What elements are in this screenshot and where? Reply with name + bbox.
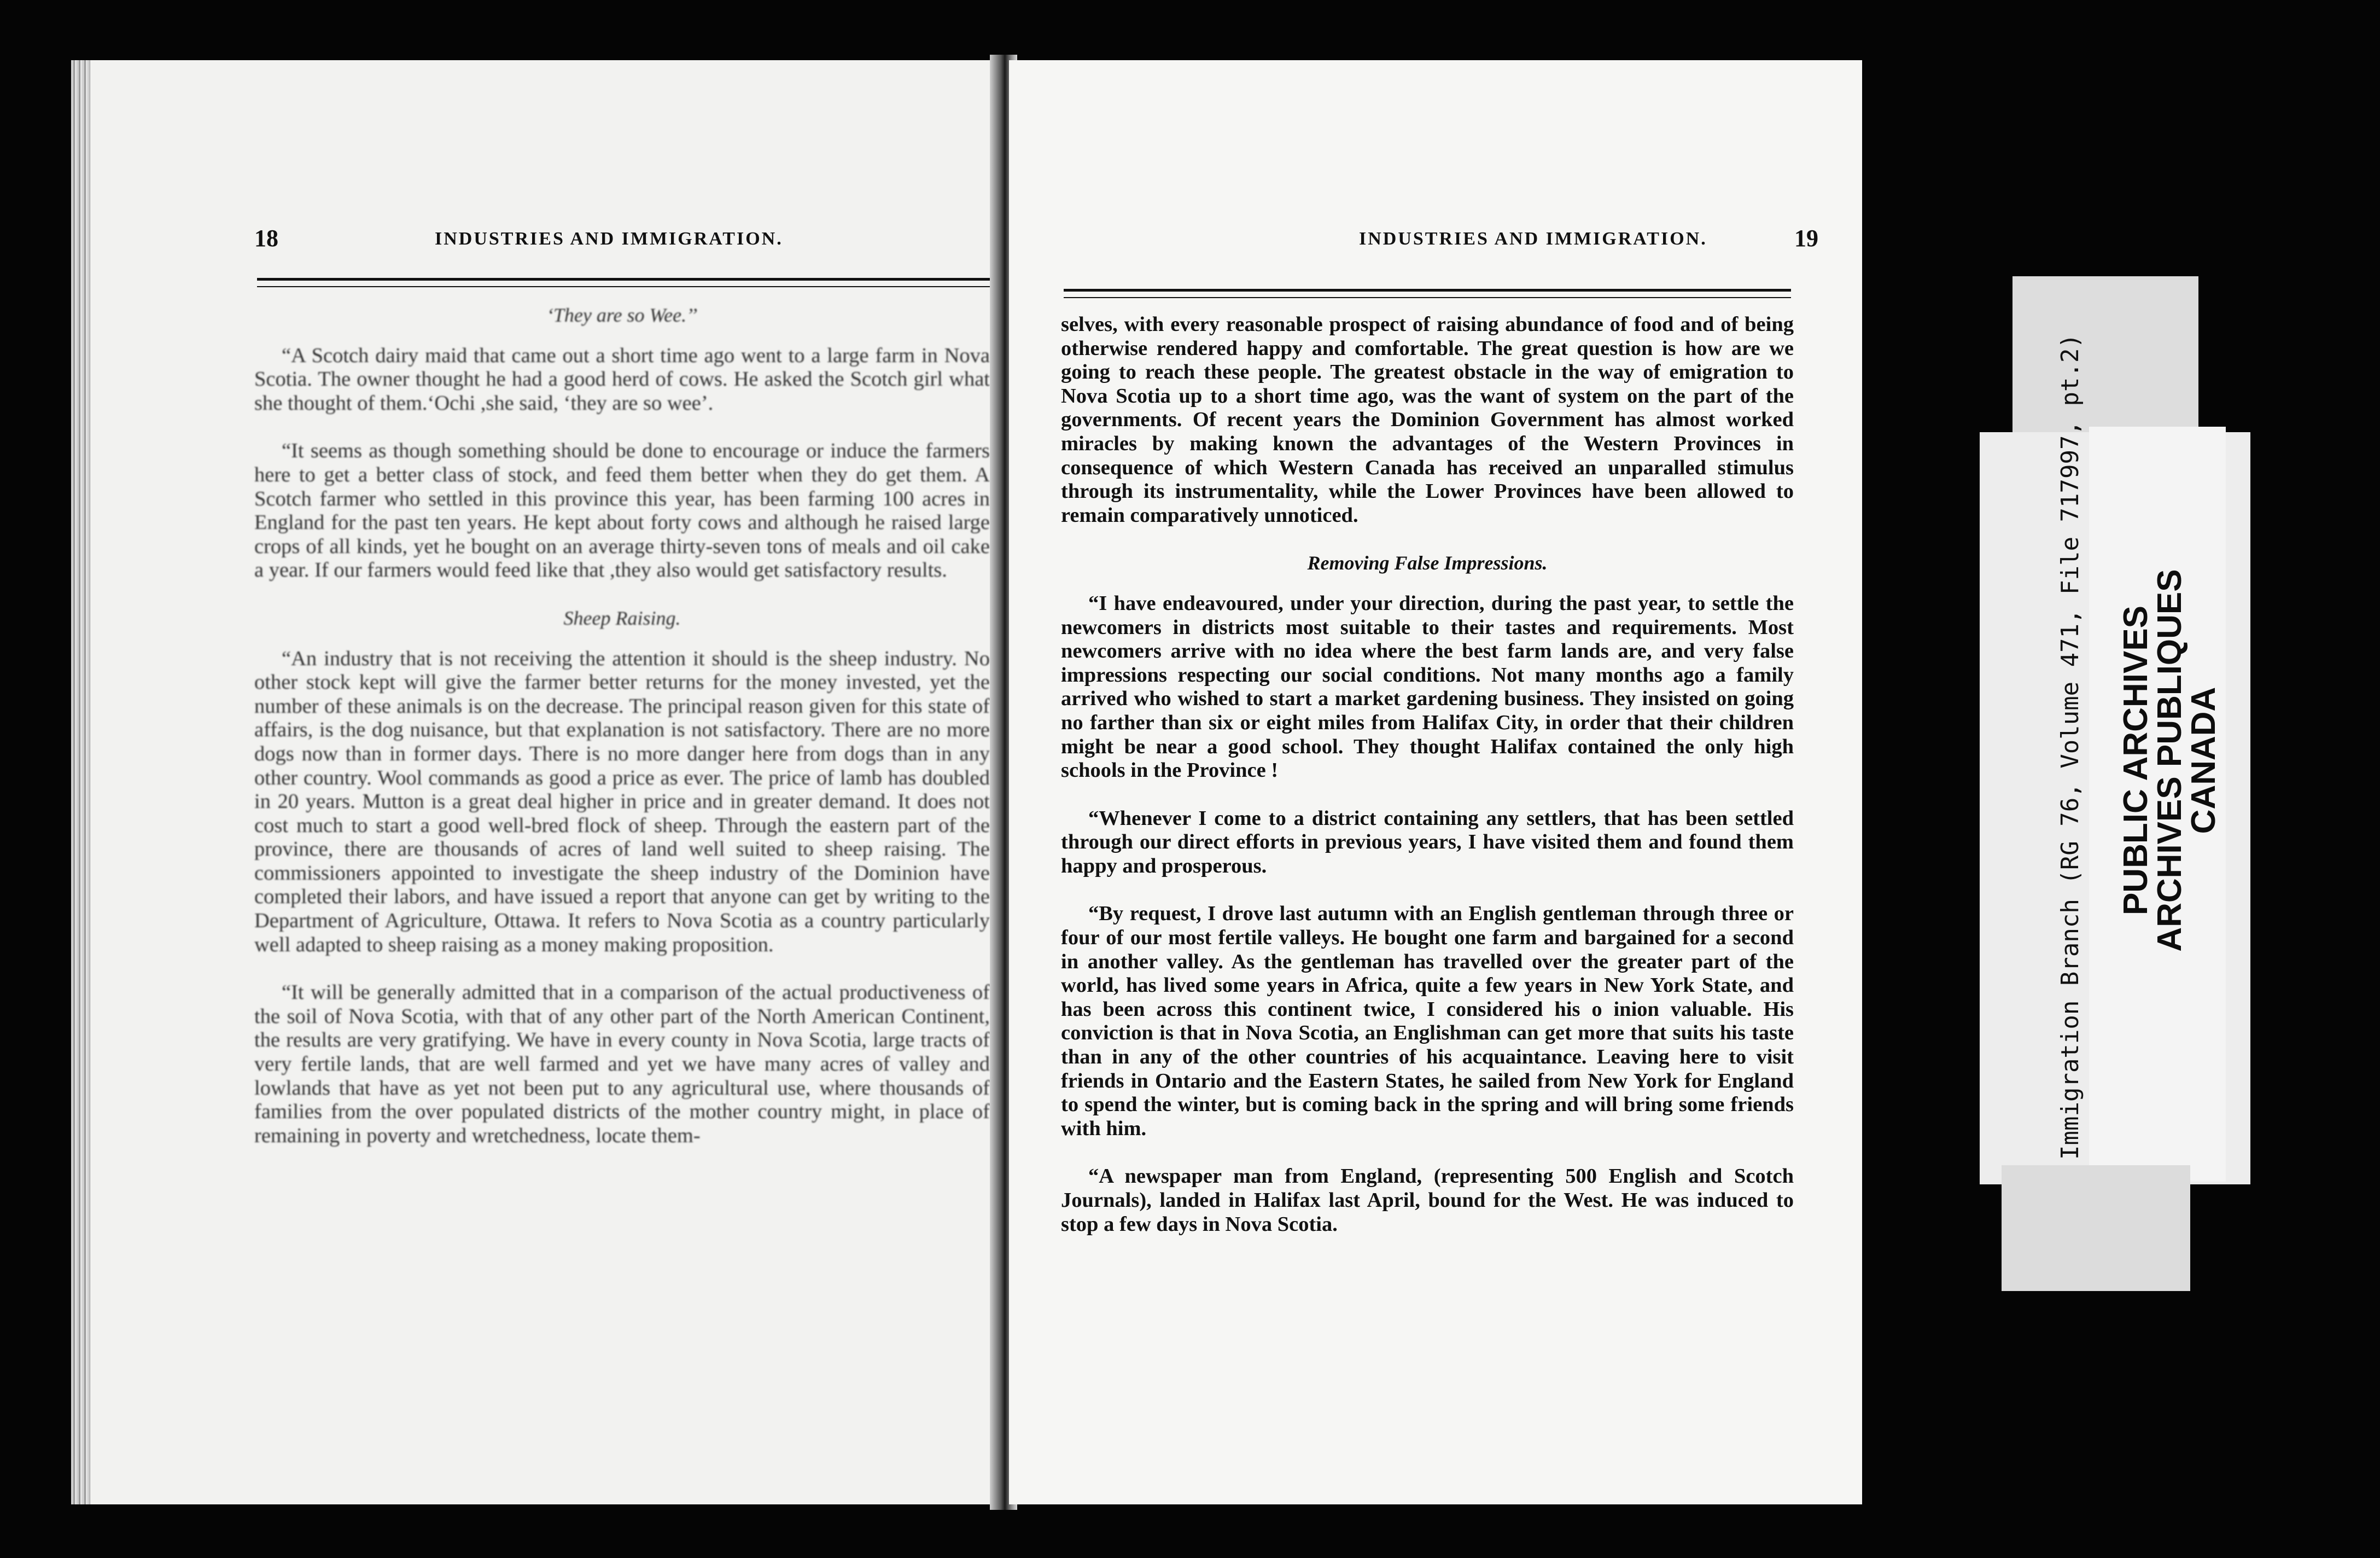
right-page-text	[1061, 313, 1794, 1260]
paragraph: “It seems as though something should be done to encourage or induce the farmers here to get a better class of stock, and feed them better when they do get them. A Scotch farmer who settled in this province this year, has been farming 100 acres in England for the past ten years. He kept about forty cows and although he raised large crops of all kinds, yet he bought on an average thirty-seven tons of meals and oil cake a year. If our farmers would feed like that ,they also would get satisfactory results.	[254, 439, 990, 582]
section-heading: Removing False Impressions.	[1307, 552, 1548, 574]
paragraph: “A newspaper man from England, (representing 500 English and Scotch Journals), landed in Halifax last April, bound for the West. He was induced to stop a few days in Nova Scotia.	[1061, 1165, 1794, 1236]
paragraph: “A Scotch dairy maid that came out a short time ago went to a large farm in Nova Scotia. The owner thought he had a good herd of cows. He asked the Scotch girl what she thought of them.‘Ochi ,she said, ‘they are so wee’.	[254, 344, 990, 415]
right-page	[1009, 60, 1862, 1504]
left-running-head	[254, 224, 982, 257]
paragraph: “I have endeavoured, under your direction, during the past year, to settle the newcomers in districts most suitable to their tastes and requirements. Most newcomers arrive with no idea where the best farm lands are, and very false impressions respecting our social conditions. Not many months ago a family arrived who wished to start a market gardening business. They insisted on going no farther than six or eight miles from Halifax City, in order that their children might be near a good school. They thought Halifax contained the only high schools in the Province !	[1061, 591, 1794, 782]
header-rule	[1064, 289, 1791, 298]
left-page-text	[254, 304, 990, 1172]
page-number: 19	[1794, 225, 1818, 252]
continued-paragraph: selves, with every reasonable prospect of raising abundance of food and of being otherwise rendered happy and comfortable. The great question is how are we going to reach these people. The greatest obstacle in the way of emigration to Nova Scotia up to a short time ago, was the want of system on the part of the governments. Of recent years the Dominion Government has almost worked miracles by making known the advantages of the Western Provinces in consequence of which Western Canada has received an unparalled stimulus through its instrumentality, while the Lower Provinces have been allowed to remain comparatively unnoticed.	[1061, 313, 1794, 527]
paragraph: “An industry that is not receiving the attention it should is the sheep industry. No other stock kept will give the farmer better returns for the money invested, yet the number of these animals is on the decrease. The principal reason given for this state of affairs, is the dog nuisance, but that explanation is not satisfactory. There are no more dogs now than in former days. There is no more danger here from dogs than in any other country. Wool commands as good a price as ever. The price of lamb has doubled in 20 years. Mutton is a great deal higher in price and in greater demand. It does not cost much to start a good well-bred flock of sheep. Through the eastern part of the province, there are thousands of acres of land well suited to sheep raising. The commissioners appointed to investigate the sheep industry of the Dominion have completed their labors, and have issued a report that anyone can get by writing to the Department of Agriculture, Ottawa. It refers to Nova Scotia as a country particularly well adapted to sheep raising as a money making proposition.	[254, 647, 990, 956]
archive-stamp	[2119, 553, 2221, 968]
stamp-line: PUBLIC ARCHIVES	[2117, 605, 2155, 916]
paragraph: “It will be generally admitted that in a comparison of the actual productiveness of the soil of Nova Scotia, with that of any other part of the North American Continent, the results are very gratifying. We have in every county in Nova Scotia, large tracts of very fertile lands, that are well farmed and yet we have many acres of valley and lowlands that have as yet not been put to any agricultural use, where thousands of families from the over populated districts of the mother country might, in place of remaining in poverty and wretchedness, locate them-	[254, 981, 990, 1147]
stamp-line: CANADA	[2185, 687, 2222, 834]
section-heading: ‘They are so Wee.’’	[546, 304, 698, 326]
page-number: 18	[254, 225, 278, 252]
running-head-title: INDUSTRIES AND IMMIGRATION.	[1359, 229, 1707, 249]
stamp-line: ARCHIVES PUBLIQUES	[2151, 569, 2189, 952]
section-heading: Sheep Raising.	[563, 607, 681, 629]
left-page	[90, 60, 1004, 1504]
book-page-edges	[71, 60, 93, 1504]
right-running-head	[1091, 224, 1818, 257]
paragraph: “By request, I drove last autumn with an English gentleman through three or four of our most fertile valleys. He bought one farm and bargained for a second in another valley. As the gentleman has travelled over the greater part of the world, has lived some years in Africa, quite a few years in New York State, and has been across this continent twice, I considered his o inion valuable. His conviction is that in Nova Scotia, an Englishman can get more that suits his taste than in any of the other countries of his acquaintance. Leaving here to visit friends in Ontario and the Eastern States, he sailed from New York for England to spend the winter, but is coming back in the spring and will bring some friends with him.	[1061, 902, 1794, 1140]
label-strip-top	[2012, 276, 2198, 440]
archive-reference: Immigration Branch (RG 76, Volume 471, File 717997, pt.2)	[2056, 334, 2084, 1160]
header-rule	[257, 278, 990, 287]
paragraph: “Whenever I come to a district containing any settlers, that has been settled through our direct efforts in previous years, I have visited them and found them happy and prosperous.	[1061, 806, 1794, 877]
running-head-title: INDUSTRIES AND IMMIGRATION.	[435, 229, 783, 249]
label-strip-bottom	[2002, 1165, 2190, 1291]
